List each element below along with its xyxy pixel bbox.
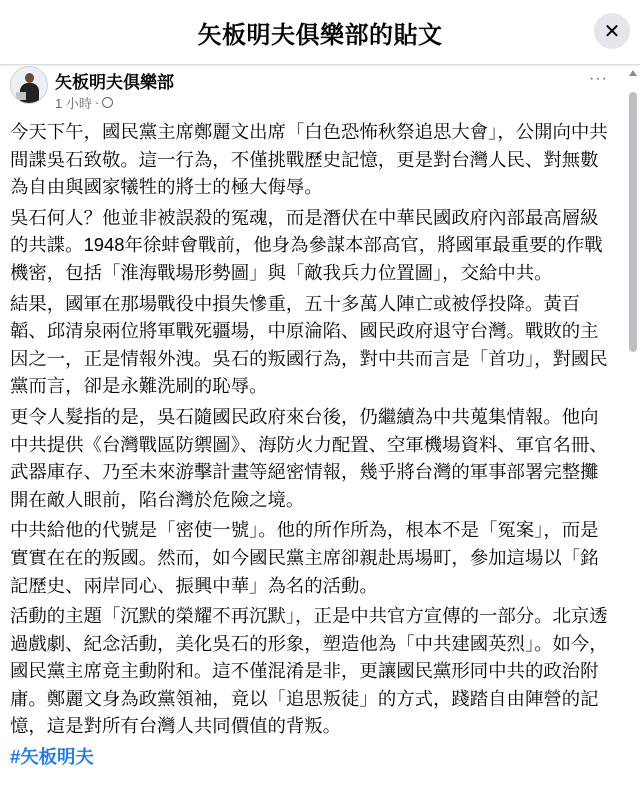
post-paragraph: 今天下午，國民黨主席鄭麗文出席「白色恐怖秋祭追思大會」，公開向中共間諜吳石致敬。這一行為，不僅挑戰歷史記憶，更是對台灣人民、對無數為自由與國家犧牲的將士的極大侮辱。 bbox=[10, 121, 608, 198]
dialog-header bbox=[0, 0, 640, 65]
author-name[interactable]: 矢板明夫俱樂部 bbox=[55, 73, 174, 92]
close-icon: ✕ bbox=[603, 20, 621, 43]
meta-separator: · bbox=[94, 95, 100, 110]
more-options-button[interactable] bbox=[589, 70, 608, 88]
post-paragraph: 更令人髮指的是，吳石隨國民政府來台後，仍繼續為中共蒐集情報。他向中共提供《台灣戰區防禦圖》、海防火力配置、空軍機場資料、軍官名冊、武器庫存、乃至未來游擊計畫等絕密情報，幾乎將台灣的軍事部署完整攤開在敵人眼前，陷台灣於危險之境。 bbox=[10, 405, 608, 510]
avatar-laptop bbox=[16, 92, 26, 100]
close-button[interactable] bbox=[594, 13, 630, 49]
hashtag-link[interactable]: #矢板明夫 bbox=[10, 746, 94, 768]
scrollbar[interactable] bbox=[628, 70, 638, 800]
post-header bbox=[10, 66, 620, 114]
dialog-title: 矢板明夫俱樂部的貼文 bbox=[197, 21, 443, 49]
post-content bbox=[10, 118, 614, 771]
post-time[interactable]: 1 小時 bbox=[55, 96, 92, 111]
post-paragraph: 結果，國軍在那場戰役中損失慘重，五十多萬人陣亡或被俘投降。黃百韜、邱清泉兩位將軍戰死疆場，中原淪陷、國民政府退守台灣。戰敗的主因之一，正是情報外洩。吳石的叛國行為，對中共而言是「首功」，對國民黨而言，卻是永難洗刷的恥辱。 bbox=[10, 292, 608, 397]
avatar[interactable] bbox=[10, 66, 48, 104]
avatar-head bbox=[25, 73, 34, 83]
post-paragraph: 活動的主題「沉默的榮耀不再沉默」，正是中共官方宣傳的一部分。北京透過戲劇、紀念活動，美化吳石的形象，塑造他為「中共建國英烈」。如今，國民黨主席竟主動附和。這不僅混淆是非，更讓國民黨形同中共的政治附庸。鄭麗文身為政黨領袖，竟以「追思叛徒」的方式，踐踏自由陣營的記憶，這是對所有台灣人共同價值的背叛。 bbox=[10, 605, 608, 737]
globe-icon bbox=[102, 97, 113, 108]
more-icon: ··· bbox=[589, 70, 608, 87]
post-meta bbox=[55, 93, 113, 112]
scrollbar-thumb[interactable] bbox=[629, 92, 637, 352]
scroll-up-icon[interactable] bbox=[629, 70, 637, 76]
post-paragraph: 中共給他的代號是「密使一號」。他的所作所為，根本不是「冤案」，而是實實在在的叛國。然而，如今國民黨主席卻親赴馬場町，參加這場以「銘記歷史、兩岸同心、振興中華」為名的活動。 bbox=[10, 519, 599, 596]
post-paragraph: 吳石何人？他並非被誤殺的冤魂，而是潛伏在中華民國政府內部最高層級的共諜。1948年徐蚌會戰前，他身為參謀本部高官，將國軍最重要的作戰機密，包括「淮海戰場形勢圖」與「敵我兵力位置圖」，交給中共。 bbox=[10, 206, 603, 283]
